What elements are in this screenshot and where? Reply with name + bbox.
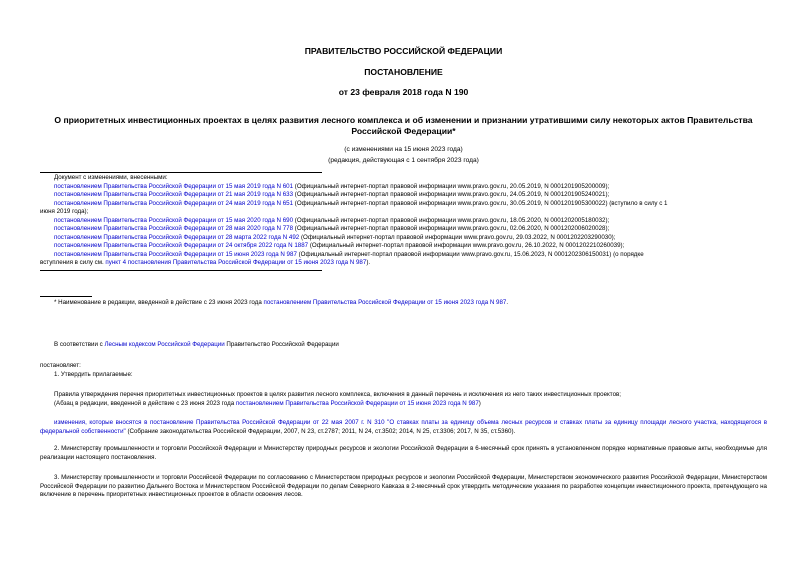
change-item-5 <box>54 225 609 233</box>
rules-edit-post: ) <box>478 399 481 407</box>
change-link-5[interactable]: постановлением Правительства Российской Федерации от 28 мая 2020 года N 778 <box>54 225 294 232</box>
resolves: постановляет: <box>40 362 81 369</box>
change-item-6 <box>54 234 615 242</box>
change-text-8: (Официальный интернет-портал правовой информации www.pravo.gov.ru, 15.06.2023, N 0001202306150031) (о порядке <box>296 250 644 258</box>
changes-note: (с изменениями на 15 июня 2023 года) <box>344 146 463 153</box>
change-last-link[interactable]: пункт 4 постановления Правительства Российской Федерации от 15 июня 2023 года N 987 <box>105 259 367 266</box>
change-text-1: (Официальный интернет-портал правовой информации www.pravo.gov.ru, 20.05.2019, N 0001201905200009); <box>293 182 610 190</box>
doc-date-number: от 23 февраля 2018 года N 190 <box>338 87 469 97</box>
change-last-line <box>40 259 370 267</box>
change-text-7: (Официальный интернет-портал правовой информации www.pravo.gov.ru, 26.10.2022, N 0001202210260039); <box>308 242 625 249</box>
amend-link[interactable]: изменения, которые вносятся в постановление Правительства Российской Федерации от 22 мая 2007 г. N 310 "О ставках платы за единицу объема лесных ресурсов и ставках платы за единицу площади лесного участка, находящегося в федеральной собственности" <box>40 419 767 435</box>
rules-edit-link[interactable]: постановлением Правительства Российской Федерации от 15 июня 2023 года N 987 <box>235 399 479 407</box>
change-link-6[interactable]: постановлением Правительства Российской Федерации от 28 марта 2022 года N 492 <box>54 233 300 241</box>
changes-bottom-rule <box>40 270 322 271</box>
org-name: ПРАВИТЕЛЬСТВО РОССИЙСКОЙ ФЕДЕРАЦИИ <box>304 46 503 56</box>
item-2: 2. Министерству промышленности и торговли Российской Федерации и Министерству природных ресурсов и экологии Российской Федерации в 6-месячный срок принять в установленном порядке нормативные правовые акты, необходимые для реализации настоящего постановления. <box>40 445 767 461</box>
change-link-4[interactable]: постановлением Правительства Российской Федерации от 15 мая 2020 года N 690 <box>54 216 294 224</box>
footnote-pre: * Наименование в редакции, введенной в действие с 23 июня 2023 года <box>54 299 264 306</box>
rules-edit-note <box>54 400 481 408</box>
change-item-8 <box>54 251 644 259</box>
change-text-6: (Официальный интернет-портал правовой информации www.pravo.gov.ru, 29.03.2022, N 0001202203290030); <box>299 233 616 241</box>
change-link-7[interactable]: постановлением Правительства Российской Федерации от 24 октября 2022 года N 1887 <box>54 242 309 249</box>
changes-intro: Документ с изменениями, внесенными: <box>54 174 168 181</box>
preamble-post: Правительство Российской Федерации <box>224 341 339 348</box>
rules-paragraph: Правила утверждения перечня приоритетных инвестиционных проектов в целях развития лесного комплекса, включения в данный перечень и исключения из него таких инвестиционных проектов; <box>54 391 622 398</box>
change-item-3 <box>54 200 668 208</box>
change-item-7 <box>54 242 624 250</box>
change-last-pre: вступления в силу см. <box>40 259 106 266</box>
change-text-4: (Официальный интернет-портал правовой информации www.pravo.gov.ru, 18.05.2020, N 0001202005180032); <box>293 216 610 224</box>
change-link-3[interactable]: постановлением Правительства Российской Федерации от 24 мая 2019 года N 651 <box>54 199 294 207</box>
rules-edit-pre: (Абзац в редакции, введенной в действие с 23 июня 2023 года <box>54 399 236 407</box>
change-text-3: (Официальный интернет-портал правовой информации www.pravo.gov.ru, 30.05.2019, N 0001201905300022) (вступило в силу с 1 <box>293 199 668 207</box>
change-item-3-cont <box>40 208 88 216</box>
amend-paragraph <box>40 419 767 436</box>
doc-title-line1: О приоритетных инвестиционных проектах в целях развития лесного комплекса и об изменении и признании утратившими силу некоторых актов Правительства <box>54 115 753 125</box>
change-item-2 <box>54 191 609 199</box>
forest-code-link[interactable]: Лесным кодексом Российской Федерации <box>104 341 225 348</box>
change-text-5: (Официальный интернет-портал правовой информации www.pravo.gov.ru, 02.06.2020, N 0001202006020028); <box>293 225 610 232</box>
footnote-rule <box>40 296 92 297</box>
item-1: 1. Утвердить прилагаемые: <box>54 371 133 378</box>
doc-title-line2: Российской Федерации* <box>351 126 456 136</box>
change-text-2: (Официальный интернет-портал правовой информации www.pravo.gov.ru, 24.05.2019, N 0001201905240021); <box>293 191 610 198</box>
edition-note: (редакция, действующая с 1 сентября 2023 года) <box>328 157 479 164</box>
doc-type: ПОСТАНОВЛЕНИЕ <box>364 67 443 77</box>
change-link-2[interactable]: постановлением Правительства Российской Федерации от 21 мая 2019 года N 633 <box>54 191 294 198</box>
footnote-post: . <box>506 299 509 306</box>
change-link-1[interactable]: постановлением Правительства Российской Федерации от 15 мая 2019 года N 601 <box>54 182 294 190</box>
footnote <box>54 299 508 307</box>
change-link-8[interactable]: постановлением Правительства Российской Федерации от 15 июня 2023 года N 987 <box>54 250 297 258</box>
doc-title <box>40 115 767 137</box>
amend-post: (Собрание законодательства Российской Федерации, 2007, N 23, ст.2787; 2011, N 24, ст.3502; 2014, N 25, ст.3306; 2017, N 35, ст.5360). <box>125 427 516 435</box>
footnote-link[interactable]: постановлением Правительства Российской Федерации от 15 июня 2023 года N 987 <box>263 299 507 306</box>
changes-top-rule <box>40 172 322 173</box>
preamble <box>54 341 339 349</box>
change-item-4 <box>54 217 609 225</box>
change-text-3-cont: июня 2019 года); <box>40 208 89 215</box>
preamble-pre: В соответствии с <box>54 341 105 348</box>
change-last-post: ). <box>366 259 371 266</box>
change-item-1 <box>54 183 609 191</box>
item-3: 3. Министерству промышленности и торговли Российской Федерации по согласованию с Министерством природных ресурсов и экологии Российской Федерации, Министерством экономического развития Российской Федерации, Министерством Российской Федерации по развитию Дальнего Востока и Министерством Российской Федерации по делам Северного Кавказа в 2-месячный срок утвердить методические указания по разработке концепции инвестиционного проекта, претендующего на включение в перечень приоритетных инвестиционных проектов в области освоения лесов. <box>40 474 767 499</box>
